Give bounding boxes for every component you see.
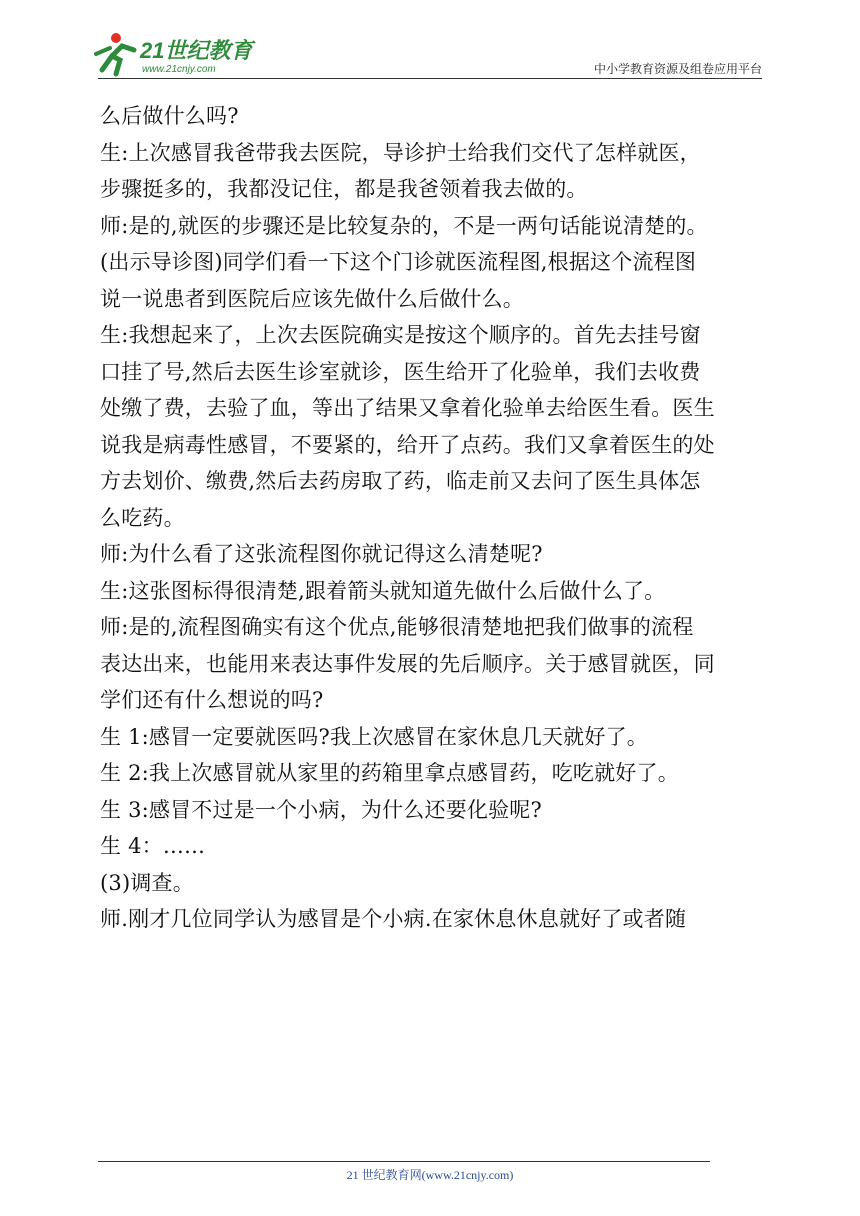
svg-text:21世纪教育: 21世纪教育 bbox=[140, 38, 253, 63]
page-header bbox=[0, 0, 860, 90]
document-body bbox=[100, 98, 768, 938]
text-line: 学们还有什么想说的吗? bbox=[100, 688, 324, 712]
text-line: 么吃药。 bbox=[100, 505, 185, 530]
text-line: 生:这张图标得很清楚,跟着箭头就知道先做什么后做什么了。 bbox=[100, 578, 666, 603]
runner-icon bbox=[96, 33, 134, 74]
text-line: 师.刚才几位同学认为感冒是个小病.在家休息休息就好了或者随 bbox=[100, 907, 687, 931]
text-line: 方去划价、缴费,然后去药房取了药，临走前又去问了医生具体怎 bbox=[100, 469, 701, 493]
text-line: 生:上次感冒我爸带我去医院，导诊护士给我们交代了怎样就医， bbox=[100, 140, 701, 165]
text-line: 表达出来，也能用来表达事件发展的先后顺序。关于感冒就医，同 bbox=[100, 651, 715, 676]
text-line: 生 2:我上次感冒就从家里的药箱里拿点感冒药，吃吃就好了。 bbox=[100, 761, 679, 785]
text-line: 生 3:感冒不过是一个小病，为什么还要化验呢? bbox=[100, 797, 542, 822]
footer-link[interactable]: 21 世纪教育网(www.21cnjy.com) bbox=[346, 1168, 514, 1182]
text-line: (出示导诊图)同学们看一下这个门诊就医流程图,根据这个流程图 bbox=[100, 250, 697, 274]
text-line: 处缴了费，去验了血，等出了结果又拿着化验单去给医生看。医生 bbox=[100, 396, 715, 420]
text-line: 师:是的,就医的步骤还是比较复杂的，不是一两句话能说清楚的。 bbox=[100, 213, 708, 238]
text-line: 生 1:感冒一定要就医吗?我上次感冒在家休息几天就好了。 bbox=[100, 724, 648, 749]
text-line: 步骤挺多的，我都没记住，都是我爸领着我去做的。 bbox=[100, 177, 588, 201]
text-line: 说我是病毒性感冒，不要紧的，给开了点药。我们又拿着医生的处 bbox=[100, 432, 715, 457]
footer-divider bbox=[98, 1161, 710, 1162]
text-line: 生 4：…… bbox=[100, 834, 206, 858]
text-line: 师:是的,流程图确实有这个优点,能够很清楚地把我们做事的流程 bbox=[100, 615, 694, 639]
text-line: 口挂了号,然后去医生诊室就诊，医生给开了化验单，我们去收费 bbox=[100, 359, 701, 384]
text-line: 说一说患者到医院后应该先做什么后做什么。 bbox=[100, 286, 524, 311]
text-line: 师:为什么看了这张流程图你就记得这么清楚呢? bbox=[100, 542, 543, 566]
logo-21cnjy bbox=[92, 30, 262, 78]
text-line: 生:我想起来了，上次去医院确实是按这个顺序的。首先去挂号窗 bbox=[100, 323, 701, 347]
text-line: 么后做什么吗? bbox=[100, 104, 239, 128]
header-divider bbox=[98, 78, 762, 79]
svg-text:www.21cnjy.com: www.21cnjy.com bbox=[142, 64, 216, 75]
platform-label: 中小学教育资源及组卷应用平台 bbox=[593, 62, 762, 76]
text-line: (3)调查。 bbox=[100, 870, 194, 895]
